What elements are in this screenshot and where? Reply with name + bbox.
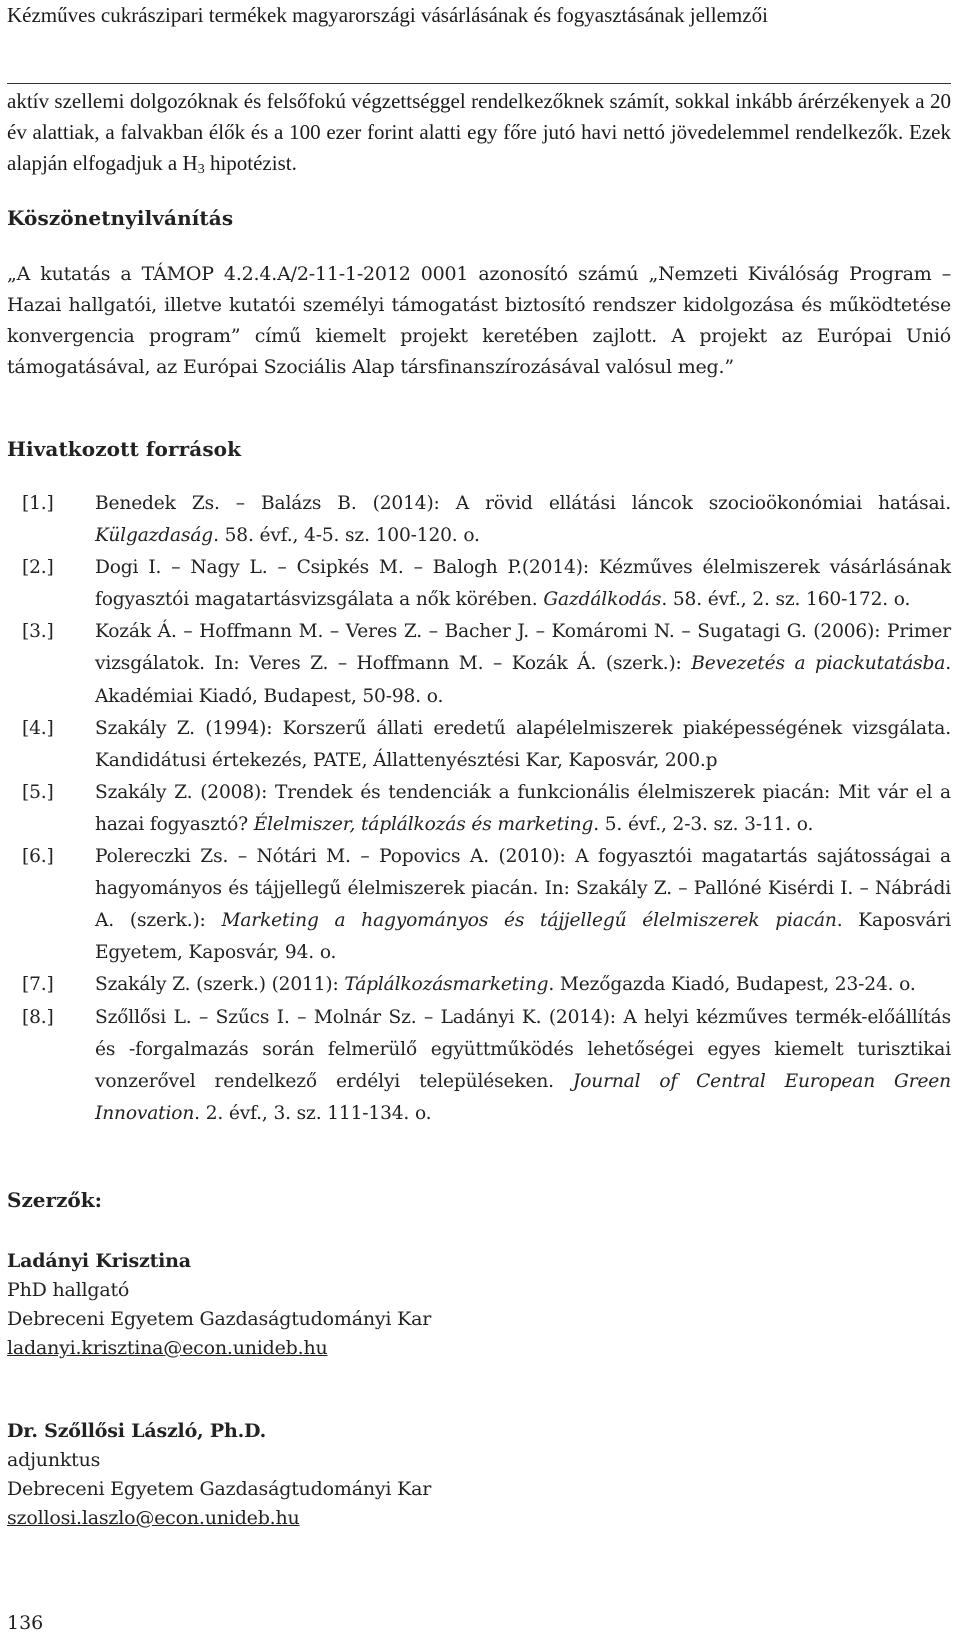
- continuation-text: aktív szellemi dolgozóknak és felsőfokú végzettséggel rendelkezőknek számít, sokkal inkább árérzékenyek a 20 év alattiak, a falvakban élők és a 100 ezer forint alatti egy főre jutó havi nettó jövedelemmel rendelkezők. Ezek alapján elfogadjuk a: [7, 89, 951, 175]
- continuation-end: hipotézist.: [204, 151, 297, 175]
- reference-source: Gazdálkodás: [543, 589, 662, 611]
- reference-details: . Mezőgazda Kiadó, Budapest, 23-24. o.: [548, 974, 916, 996]
- reference-authors-title: Benedek Zs. – Balázs B. (2014): A rövid ellátási láncok szocioökonómiai hatásai.: [95, 493, 951, 514]
- hypothesis-subscript: 3: [197, 162, 205, 177]
- acknowledgement-body: „A kutatás a TÁMOP 4.2.4.A/2-11-1-2012 0001 azonosító számú „Nemzeti Kiválóság Program – Hazai hallgatói, illetve kutatói személyi támogatást biztosító rendszer kidolgozása és működtetése konvergencia program” című kiemelt projekt keretében zajlott. A projekt az Európai Unió támogatásával, az Európai Szociális Alap társfinanszírozásával valósul meg.”: [7, 263, 951, 378]
- reference-number: [4.]: [22, 717, 54, 739]
- reference-list: [7, 488, 951, 1130]
- author-affiliation: Debreceni Egyetem Gazdaságtudományi Kar: [7, 1478, 432, 1500]
- reference-item: [7, 1002, 951, 1130]
- author-title: PhD hallgató: [7, 1279, 130, 1301]
- reference-source: Bevezetés a piackutatásba: [691, 653, 946, 675]
- references-heading: Hivatkozott források: [7, 437, 242, 461]
- reference-item: [7, 713, 951, 777]
- reference-text: [95, 841, 951, 969]
- reference-source: Marketing a hagyományos és tájjellegű élelmiszerek piacán: [221, 910, 837, 932]
- reference-item: [7, 488, 951, 552]
- reference-text: [95, 616, 951, 712]
- reference-number: [8.]: [22, 1006, 54, 1028]
- header-divider: [7, 83, 951, 84]
- reference-details: . 58. évf., 2. sz. 160-172. o.: [661, 589, 911, 611]
- author-name: Dr. Szőllősi László, Ph.D.: [7, 1420, 267, 1442]
- reference-authors-title: Kozák Á. – Hoffmann M. – Veres Z. – Bacher J. – Komáromi N. – Sugatagi G. (2006): Primer vizsgálatok. In: Veres Z. – Hoffmann M. – Kozák Á. (szerk.):: [95, 621, 951, 675]
- reference-authors-title: Szőllősi L. – Szűcs I. – Molnár Sz. – Ladányi K. (2014): A helyi kézműves termék-előállítás és -forgalmazás során felmerülő együttműködés lehetőségei egyes kiemelt turisztikai vonzerővel rendelkező erdélyi településeken.: [95, 1006, 951, 1092]
- author-block: [7, 1247, 431, 1363]
- author-email-link[interactable]: szollosi.laszlo@econ.unideb.hu: [7, 1507, 300, 1529]
- reference-item: [7, 616, 951, 712]
- running-header-title: Kézműves cukrászipari termékek magyarországi vásárlásának és fogyasztásának jellemzői: [7, 3, 768, 27]
- hypothesis-letter: H: [182, 151, 198, 175]
- reference-number: [2.]: [22, 557, 54, 579]
- reference-details: . Akadémiai Kiadó, Budapest, 50-98. o.: [95, 653, 951, 707]
- continuation-paragraph: [7, 86, 951, 179]
- author-affiliation: Debreceni Egyetem Gazdaságtudományi Kar: [7, 1308, 432, 1330]
- author-title: adjunktus: [7, 1449, 101, 1471]
- reference-authors-title: Szakály Z. (szerk.) (2011):: [95, 974, 345, 996]
- reference-source: Élelmiszer, táplálkozás és marketing: [253, 813, 594, 835]
- hypothesis-label: [183, 151, 205, 175]
- reference-details: . Kaposvári Egyetem, Kaposvár, 94. o.: [95, 910, 951, 964]
- acknowledgement-heading: Köszönetnyilvánítás: [7, 206, 234, 230]
- reference-text: [95, 713, 951, 777]
- page-number: 136: [7, 1612, 44, 1634]
- reference-details: . 5. évf., 2-3. sz. 3-11. o.: [593, 813, 814, 835]
- author-email-link[interactable]: ladanyi.krisztina@econ.unideb.hu: [7, 1337, 328, 1359]
- reference-source: Táplálkozásmarketing: [344, 974, 549, 996]
- reference-details: . 58. évf., 4-5. sz. 100-120. o.: [213, 525, 480, 547]
- reference-item: [7, 777, 951, 841]
- author-name: Ladányi Krisztina: [7, 1250, 191, 1272]
- reference-authors-title: Dogi I. – Nagy L. – Csipkés M. – Balogh P.(2014): Kézműves élelmiszerek vásárlásának fogyasztói magatartásvizsgálata a nők körében.: [95, 557, 951, 611]
- reference-number: [5.]: [22, 781, 54, 803]
- reference-text: [95, 488, 951, 552]
- reference-source: Journal of Central European Green Innovation: [95, 1070, 951, 1124]
- reference-number: [1.]: [22, 493, 54, 514]
- reference-source: Külgazdaság: [95, 525, 214, 547]
- reference-details: . 2. évf., 3. sz. 111-134. o.: [194, 1102, 432, 1124]
- reference-item: [7, 841, 951, 969]
- reference-authors-title: Polereczki Zs. – Nótári M. – Popovics A. (2010): A fogyasztói magatartás sajátosságai a hagyományos és tájjellegű élelmiszerek piacán. In: Szakály Z. – Pallóné Kisérdi I. – Nábrádi A. (szerk.):: [95, 846, 951, 932]
- reference-text: [95, 1002, 951, 1130]
- reference-text: [95, 969, 951, 1001]
- reference-number: [6.]: [22, 846, 54, 868]
- authors-label: Szerzők:: [7, 1188, 102, 1212]
- reference-number: [7.]: [22, 974, 54, 996]
- reference-text: [95, 777, 951, 841]
- reference-text: [95, 552, 951, 616]
- reference-authors-title: Szakály Z. (2008): Trendek és tendenciák a funkcionális élelmiszerek piacán: Mit vár el a hazai fogyasztó?: [95, 781, 951, 835]
- reference-item: [7, 969, 951, 1001]
- author-block: [7, 1417, 431, 1533]
- reference-authors-title: Szakály Z. (1994): Korszerű állati eredetű alapélelmiszerek piaképességének vizsgálata. Kandidátusi értekezés, PATE, Állattenyésztési Kar, Kaposvár, 200.p: [95, 717, 951, 771]
- reference-item: [7, 552, 951, 616]
- reference-number: [3.]: [22, 621, 54, 643]
